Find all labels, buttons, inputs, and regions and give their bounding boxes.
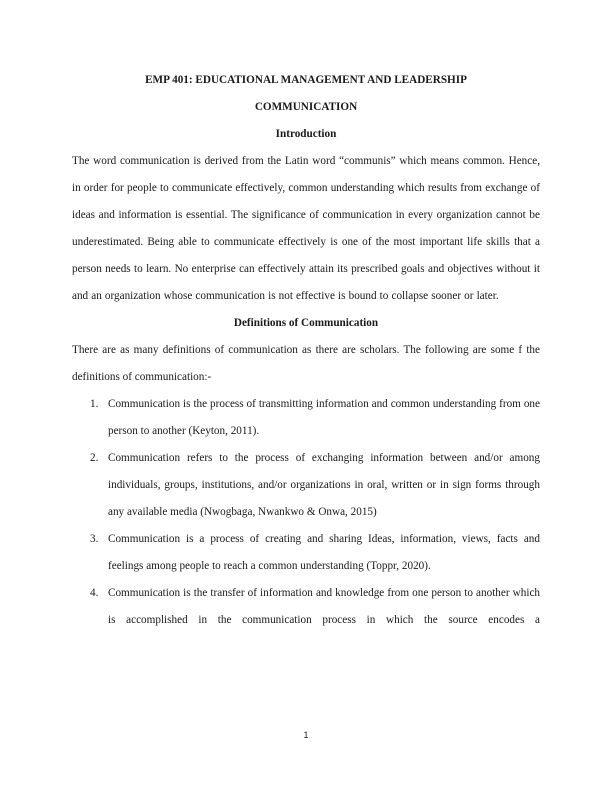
course-title: EMP 401: EDUCATIONAL MANAGEMENT AND LEADERSHIP — [145, 74, 467, 86]
list-item-number: 1. — [90, 398, 99, 410]
list-item-number: 4. — [90, 587, 99, 599]
page-content — [72, 67, 540, 634]
list-item — [72, 526, 540, 580]
list-item — [72, 580, 540, 634]
list-item-text: Communication refers to the process of exchanging information between and/or among individuals, groups, institutions, and/or organizations in oral, written or in sign forms through any available media (Nwogbaga, Nwankwo & Onwa, 2015) — [108, 452, 540, 518]
definitions-list — [72, 391, 540, 634]
list-item — [72, 445, 540, 526]
list-item — [72, 391, 540, 445]
list-item-number: 3. — [90, 533, 99, 545]
page-number: 1 — [303, 730, 309, 740]
definitions-intro-paragraph: There are as many definitions of communication as there are scholars. The following are some f the definitions of communication:- — [72, 344, 540, 383]
section-heading-introduction: Introduction — [275, 128, 337, 140]
list-item-text: Communication is the process of transmitting information and common understanding from one person to another (Keyton, 2011). — [108, 398, 540, 437]
list-item-number: 2. — [90, 452, 99, 464]
introduction-section — [72, 121, 540, 310]
list-item-text: Communication is a process of creating and sharing Ideas, information, views, facts and feelings among people to reach a common understanding (Toppr, 2020). — [108, 533, 540, 572]
section-heading-definitions: Definitions of Communication — [233, 317, 379, 329]
introduction-paragraph: The word communication is derived from the Latin word “communis” which means common. Hence, in order for people to communicate effectively, common understanding which results from exchange of ideas and information is essential. The significance of communication in every organization cannot be underestimated. Being able to communicate effectively is one of the most important life skills that a person needs to learn. No enterprise can effectively attain its prescribed goals and objectives without it and an organization whose communication is not effective is bound to collapse sooner or later. — [72, 155, 540, 302]
list-item-text: Communication is the transfer of information and knowledge from one person to another which is accomplished in the communication process in which the source encodes a — [108, 587, 540, 626]
topic-title: COMMUNICATION — [254, 101, 358, 113]
definitions-section — [72, 310, 540, 634]
